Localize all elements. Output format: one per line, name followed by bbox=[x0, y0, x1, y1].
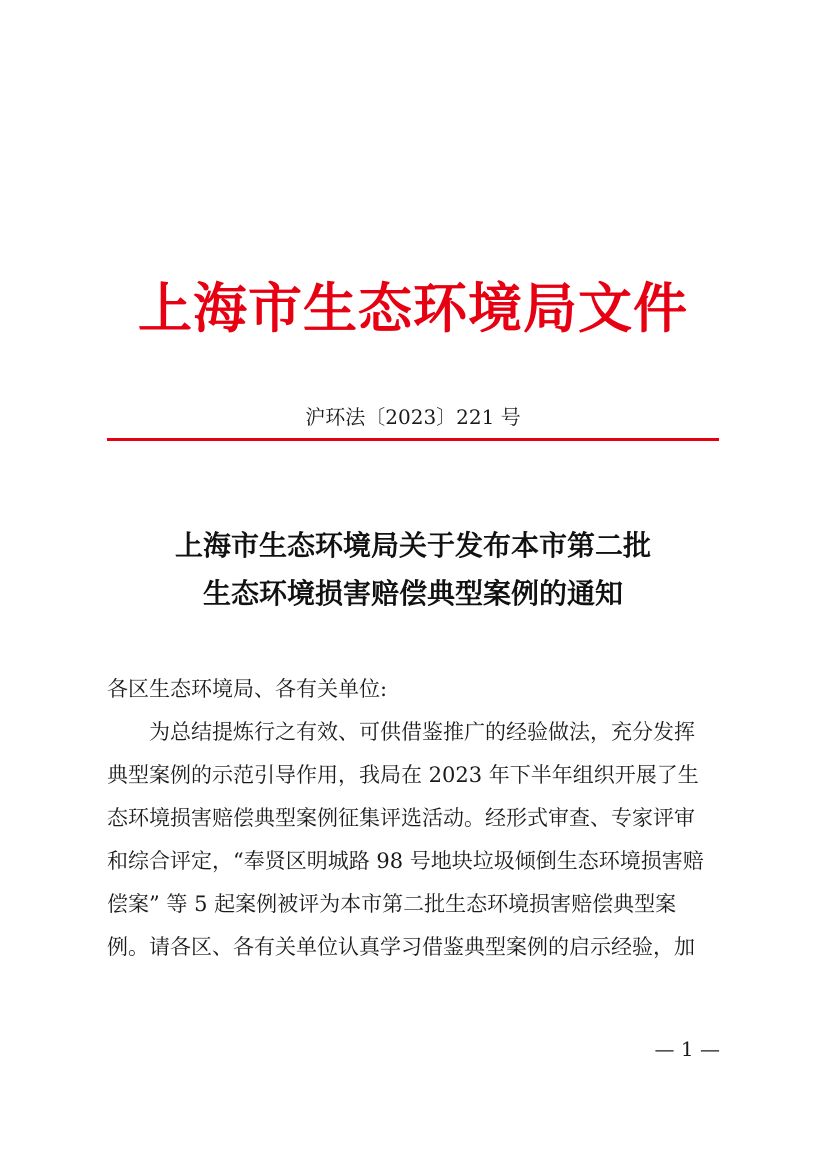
paragraph-line-4: 和综合评定，“奉贤区明城路 98 号地块垃圾倾倒生态环境损害赔 bbox=[107, 849, 704, 873]
notice-title bbox=[0, 522, 826, 618]
notice-title-line-2: 生态环境损害赔偿典型案例的通知 bbox=[202, 577, 623, 610]
page-number: — 1 — bbox=[654, 1037, 720, 1061]
salutation: 各区生态环境局、各有关单位: bbox=[107, 677, 388, 701]
issuer-red-header: 上海市生态环境局文件 bbox=[138, 277, 688, 340]
notice-title-line-1: 上海市生态环境局关于发布本市第二批 bbox=[174, 529, 651, 562]
notice-body bbox=[107, 668, 719, 969]
document-number: 沪环法〔2023〕221 号 bbox=[305, 405, 521, 429]
paragraph-line-3: 态环境损害赔偿典型案例征集评选活动。经形式审查、专家评审 bbox=[107, 806, 695, 830]
paragraph-line-2: 典型案例的示范引导作用，我局在 2023 年下半年组织开展了生 bbox=[107, 763, 699, 787]
paragraph-line-6: 例。请各区、各有关单位认真学习借鉴典型案例的启示经验，加 bbox=[107, 935, 695, 959]
red-divider-line bbox=[107, 438, 719, 441]
paragraph-line-1: 为总结提炼行之有效、可供借鉴推广的经验做法，充分发挥 bbox=[149, 720, 695, 744]
paragraph-line-5: 偿案” 等 5 起案例被评为本市第二批生态环境损害赔偿典型案 bbox=[107, 892, 677, 916]
